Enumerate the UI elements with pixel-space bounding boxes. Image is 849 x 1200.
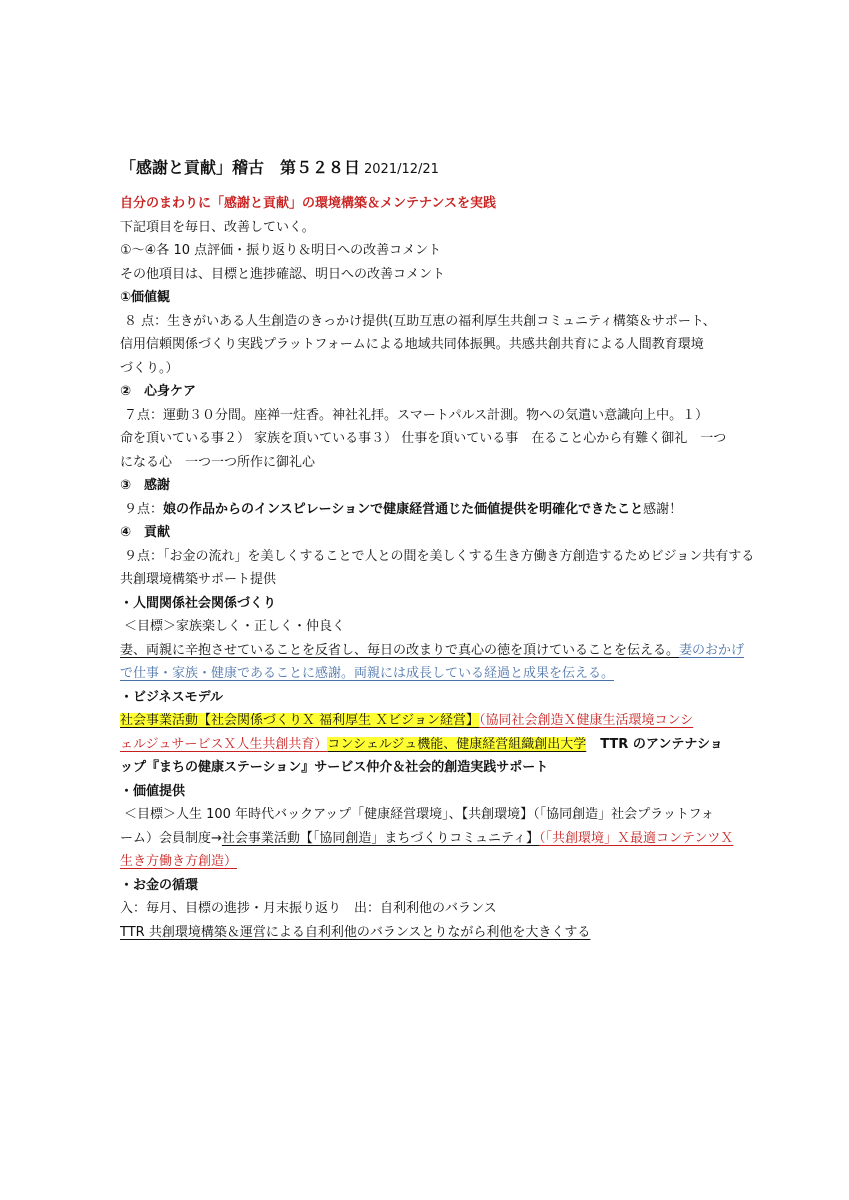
section-money-heading: ・お金の循環 <box>120 877 199 893</box>
section-value-offer-line-1: ＜目標＞人生 100 年時代バックアップ「健康経営環境」、【共創環境】（「協同創造」社会プラットフォ <box>124 807 714 822</box>
section-care-line-1: ７点：運動３０分間。座禅一炷香。神社礼拝。スマートパルス計測。物への気遣い意識向上中。１） <box>124 407 709 423</box>
section-contribution-line-2: 共創環境構築サポート提供 <box>120 572 277 587</box>
gratitude-bold-text: 娘の作品からのインスピレーションで健康経営通じた価値提供を明確化できたこと <box>163 501 644 517</box>
section-business-line-3: ップ『まちの健康ステーション』サービス仲介＆社会的創造実践サポート <box>120 760 549 775</box>
intro-line-1: 下記項目を毎日、改善していく。 <box>120 219 315 235</box>
section-care-line-3: になる心 一つ一つ所作に御礼心 <box>120 454 316 470</box>
section-relations-line-1 <box>120 639 745 663</box>
section-relations-heading: ・人間関係社会関係づくり <box>120 595 277 611</box>
section-value-offer-heading: ・価値提供 <box>120 783 186 799</box>
section-values-heading: ①価値観 <box>120 290 171 305</box>
business-highlight-1: 社会事業活動【社会関係づくりＸ 福利厚生 Ｘビジョン経営】 <box>120 713 480 728</box>
relations-reflection: 妻、両親に辛抱させていることを反省し、毎日の改まりで真心の徳を頂けていることを伝える。 <box>120 642 680 658</box>
section-business-line-1 <box>120 709 740 733</box>
section-value-offer-line-3 <box>120 850 740 874</box>
intro-line-3: その他項目は、目標と進捗確認、明日への改善コメント <box>120 266 446 282</box>
document-content <box>120 156 755 944</box>
section-contribution-line-1: ９点：「お金の流れ」を美しくすることで人との間を美しくする生き方働き方創造するためビジョン共有する <box>124 548 755 564</box>
business-highlight-2: コンシェルジュ機能、健康経営組織創出大学 <box>327 736 587 752</box>
page-title <box>120 156 740 182</box>
gratitude-suffix: 感謝！ <box>643 501 683 517</box>
value-offer-membership: ーム）会員制度→ <box>120 830 222 846</box>
section-gratitude-line <box>120 498 740 522</box>
section-contribution-heading: ④ 貢献 <box>120 525 171 540</box>
section-business-heading: ・ビジネスモデル <box>120 689 223 705</box>
section-care-line-2: 命を頂いている事２） 家族を頂いている事３） 仕事を頂いている事 在ること心から有難く御礼 一つ <box>120 431 727 446</box>
section-money-line-2 <box>120 921 740 945</box>
intro-line-2: ①～④各 10 点評価・振り返り＆明日への改善コメント <box>120 243 442 258</box>
section-gratitude-heading: ③ 感謝 <box>120 478 171 493</box>
value-offer-activity: 社会事業活動【「協同創造」まちづくりコミュニティ】 <box>221 830 539 846</box>
value-offer-red-2: 生き方働き方創造） <box>120 854 238 869</box>
relations-thanks-end: で仕事・家族・健康であることに感謝。両親には成長している経過と成果を伝える。 <box>120 666 615 681</box>
business-red-2: ェルジュサービスＸ人生共創共育） <box>120 736 328 752</box>
section-care-heading: ② 心身ケア <box>120 384 197 399</box>
title-date: 2021/12/21 <box>364 162 439 177</box>
section-relations-line-2 <box>120 662 740 686</box>
relations-thanks-start: 妻のおかげ <box>679 642 745 658</box>
money-summary: TTR 共創環境構築＆運営による自利利他のバランスとりながら利他を大きくする <box>120 924 591 940</box>
section-money-line-1: 入：毎月、目標の進捗・月末振り返り 出：自利利他のバランス <box>120 901 497 916</box>
value-offer-red-1: （「共創環境」Ｘ最適コンテンツＸ <box>538 830 734 846</box>
business-red-1: （協同社会創造Ｘ健康生活環境コンシ <box>479 713 694 728</box>
section-values-line-1: ８ 点：生きがいある人生創造のきっかけ提供(互助互恵の福利厚生共創コミュニティ構築＆サポート、 <box>124 313 716 329</box>
section-values-line-2: 信用信頼関係づくり実践プラットフォームによる地域共同体振興。共感共創共育による人間教育環境 <box>120 337 704 352</box>
section-values-line-3: づくり。） <box>120 360 179 376</box>
business-tail-1: TTR のアンテナショ <box>600 736 723 752</box>
section-value-offer-line-2 <box>120 827 740 851</box>
gratitude-score: ９点： <box>124 501 164 517</box>
title-text: 「感謝と貢献」稽古 第５２８日 <box>120 158 361 177</box>
section-business-line-2 <box>120 733 740 757</box>
section-relations-goal: ＜目標＞家族楽しく・正しく・仲良く <box>124 619 346 634</box>
intro-heading: 自分のまわりに「感謝と貢献」の環境構築＆メンテナンスを実践 <box>120 196 496 211</box>
